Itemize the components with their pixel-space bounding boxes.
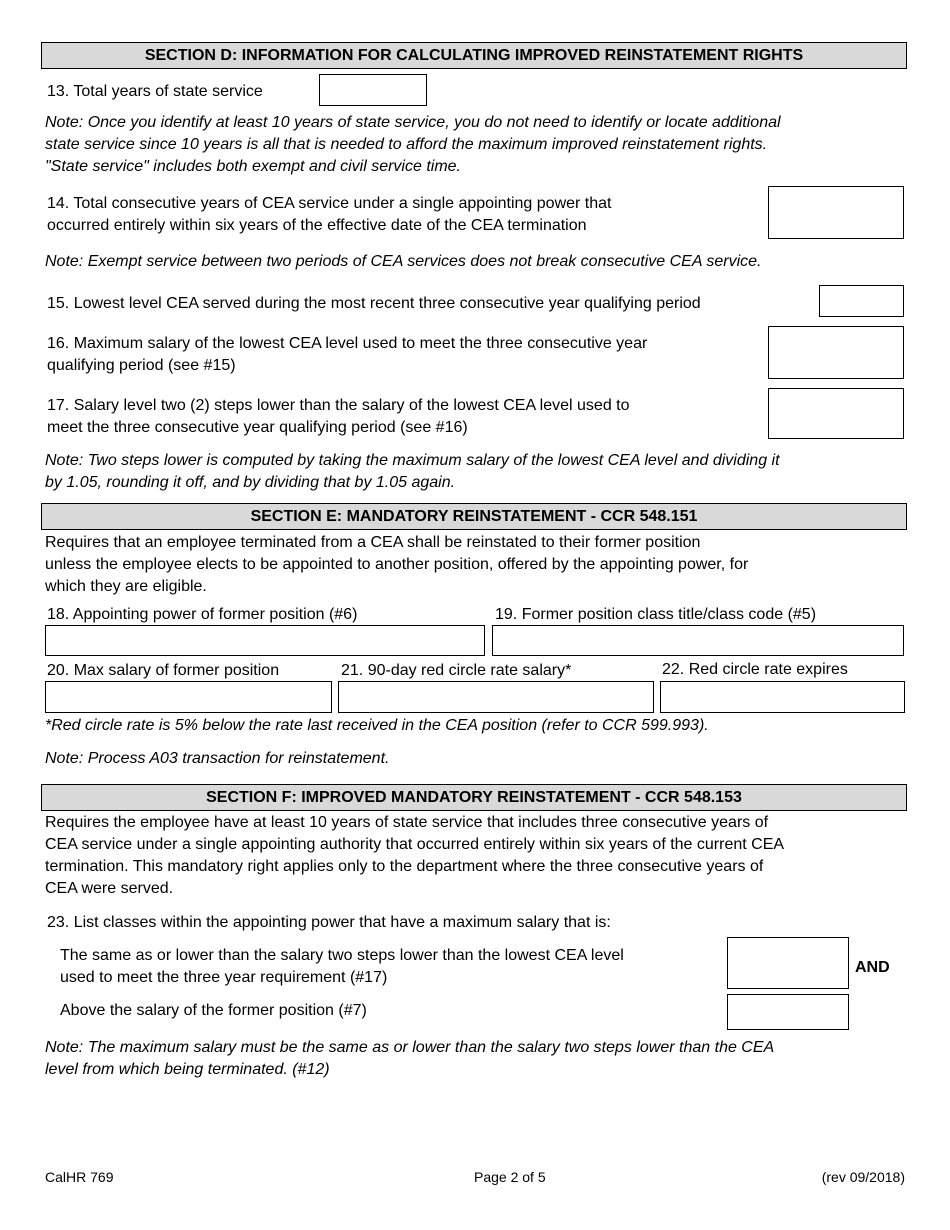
- section-f-header: SECTION F: IMPROVED MANDATORY REINSTATEMENT - CCR 548.153: [41, 784, 907, 811]
- note-max-salary: Note: The maximum salary must be the same as or lower than the salary two steps lower than the CEA level from which being terminated. (#12): [45, 1039, 775, 1078]
- q14-label: 14. Total consecutive years of CEA service under a single appointing power that occurred entirely within six years of the effective date of the CEA termination: [47, 195, 612, 234]
- and-label: AND: [855, 959, 890, 976]
- q18-appointing-power-field[interactable]: [45, 625, 485, 656]
- note-red-circle-rate: *Red circle rate is 5% below the rate last received in the CEA position (refer to CCR 599.993).: [45, 717, 709, 734]
- q23b-classes-field[interactable]: [727, 994, 849, 1030]
- q23a-classes-field[interactable]: [727, 937, 849, 989]
- q19-label: 19. Former position class title/class code (#5): [495, 606, 817, 623]
- q15-lowest-cea-level-field[interactable]: [819, 285, 904, 317]
- q15-label: 15. Lowest level CEA served during the most recent three consecutive year qualifying period: [47, 295, 701, 312]
- q16-max-salary-field[interactable]: [768, 326, 904, 379]
- q23-label: 23. List classes within the appointing power that have a maximum salary that is:: [47, 914, 611, 931]
- q13-label: 13. Total years of state service: [47, 83, 263, 100]
- section-e-header: SECTION E: MANDATORY REINSTATEMENT - CCR 548.151: [41, 503, 907, 530]
- q21-label: 21. 90-day red circle rate salary*: [341, 662, 572, 679]
- note-a03: Note: Process A03 transaction for reinstatement.: [45, 750, 390, 767]
- page-number: Page 2 of 5: [474, 1169, 546, 1185]
- q18-label: 18. Appointing power of former position (#6): [47, 606, 358, 623]
- q16-label: 16. Maximum salary of the lowest CEA level used to meet the three consecutive year qualifying period (see #15): [47, 335, 648, 374]
- q20-max-salary-field[interactable]: [45, 681, 332, 713]
- q23b-label: Above the salary of the former position (#7): [60, 1002, 367, 1019]
- note-exempt-service: Note: Exempt service between two periods of CEA services does not break consecutive CEA service.: [45, 253, 762, 270]
- q23a-label: The same as or lower than the salary two steps lower than the lowest CEA level used to meet the three year requirement (#17): [60, 947, 624, 986]
- q22-label: 22. Red circle rate expires: [662, 661, 848, 678]
- q20-label: 20. Max salary of former position: [47, 662, 280, 679]
- q13-total-years-field[interactable]: [319, 74, 427, 106]
- section-d-header: SECTION D: INFORMATION FOR CALCULATING IMPROVED REINSTATEMENT RIGHTS: [41, 42, 907, 69]
- note-state-service: Note: Once you identify at least 10 years of state service, you do not need to identify or locate additional state service since 10 years is all that is needed to afford the maximum improved reinstatement rights. "State service" includes both exempt and civil service time.: [45, 114, 781, 175]
- q22-red-circle-expires-field[interactable]: [660, 681, 905, 713]
- form-id: CalHR 769: [45, 1169, 114, 1185]
- revision-date: (rev 09/2018): [821, 1169, 905, 1185]
- section-e-description: Requires that an employee terminated from a CEA shall be reinstated to their former position unless the employee elects to be appointed to another position, offered by the appointing power, for which they are eligible.: [45, 534, 749, 595]
- q17-label: 17. Salary level two (2) steps lower than the salary of the lowest CEA level used to meet the three consecutive year qualifying period (see #16): [47, 397, 630, 436]
- note-two-steps: Note: Two steps lower is computed by taking the maximum salary of the lowest CEA level and dividing it by 1.05, rounding it off, and by dividing that by 1.05 again.: [45, 452, 780, 491]
- q21-red-circle-rate-field[interactable]: [338, 681, 654, 713]
- q14-consecutive-years-field[interactable]: [768, 186, 904, 239]
- section-f-description: Requires the employee have at least 10 years of state service that includes three consecutive years of CEA service under a single appointing authority that occurred entirely within six years of the current CEA termination. This mandatory right applies only to the department where the three consecutive years of CEA were served.: [45, 814, 785, 897]
- q17-salary-level-field[interactable]: [768, 388, 904, 439]
- q19-former-class-field[interactable]: [492, 625, 904, 656]
